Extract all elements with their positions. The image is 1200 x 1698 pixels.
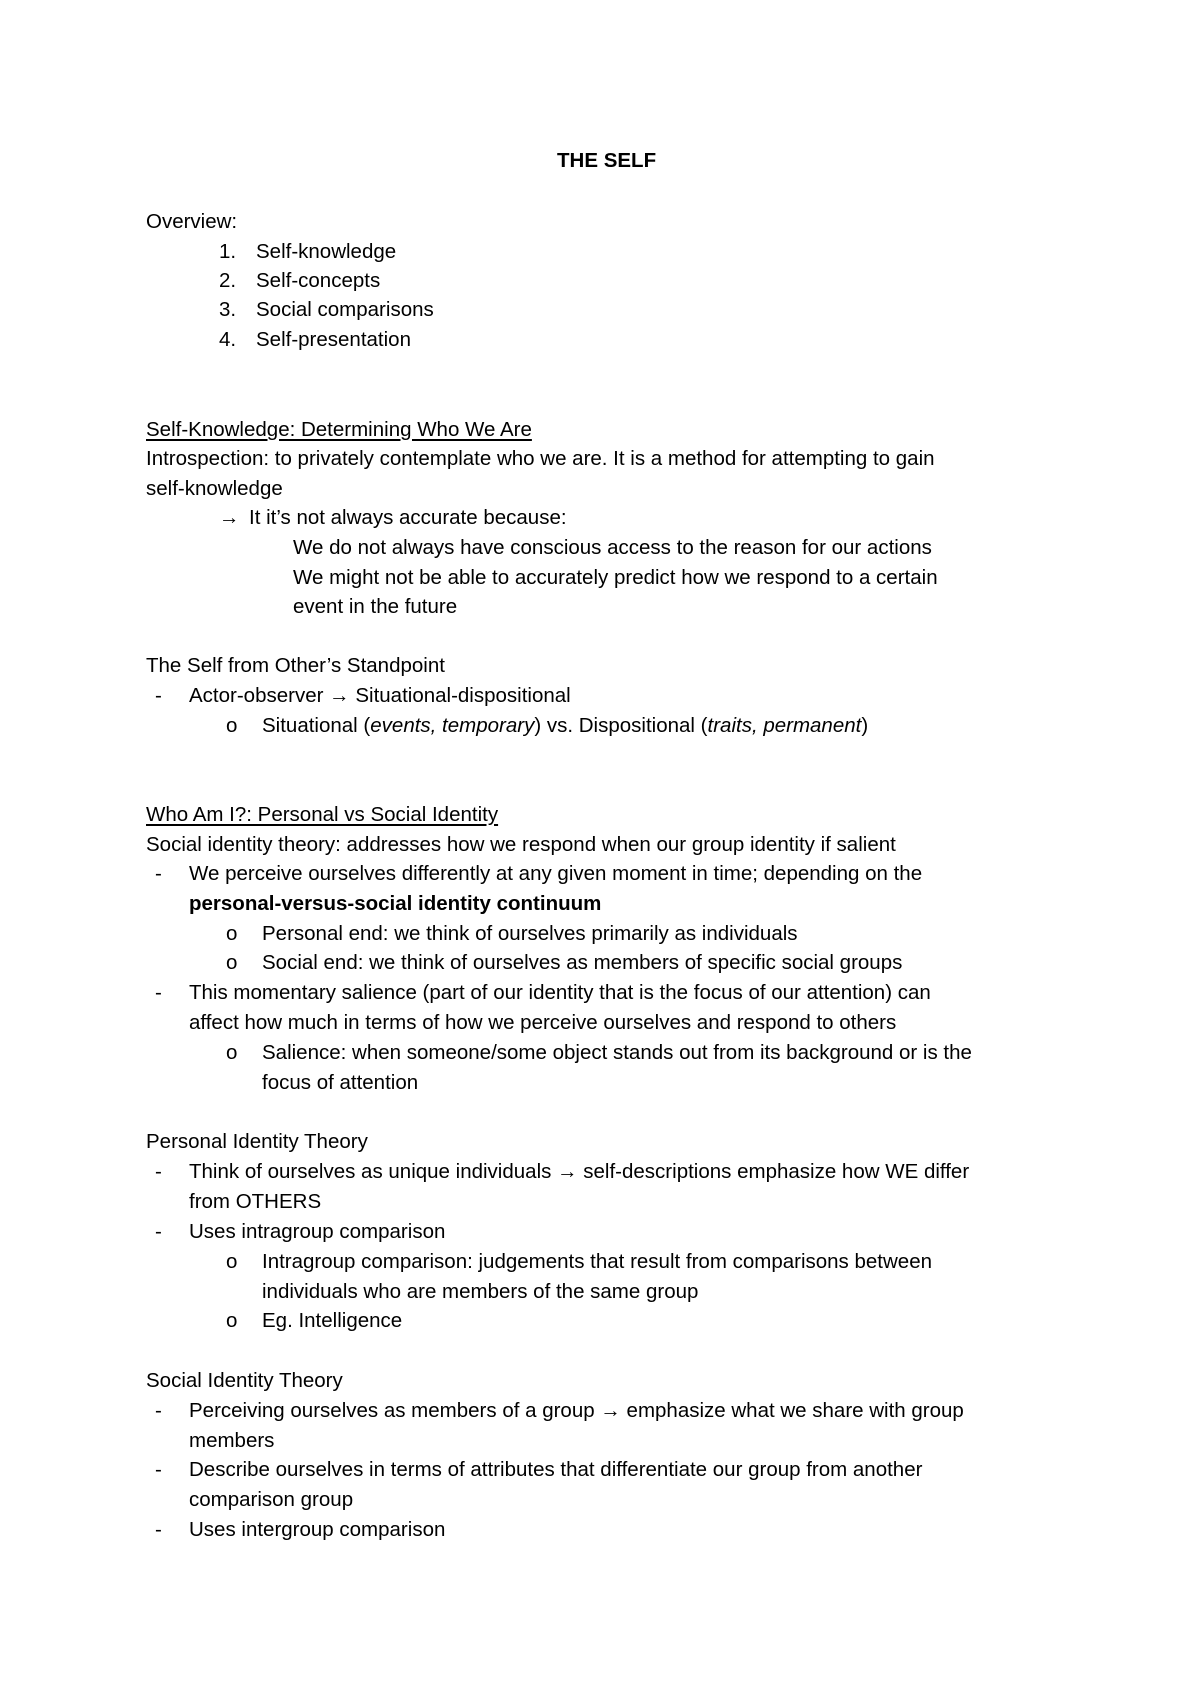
arrow-icon: → (329, 684, 350, 707)
dash-bullet: - (155, 684, 162, 707)
paragraph-line: We do not always have conscious access to the reason for our actions (293, 536, 932, 559)
dash-bullet: - (155, 1399, 162, 1422)
dash-bullet: - (155, 862, 162, 885)
section-heading-social-identity: Social Identity Theory (146, 1369, 343, 1392)
circle-bullet: o (226, 1250, 238, 1273)
circle-bullet: o (226, 714, 238, 737)
dash-bullet: - (155, 981, 162, 1004)
sub-list-item: Intragroup comparison: judgements that result from comparisons between (262, 1250, 933, 1273)
paragraph-line: We might not be able to accurately predict how we respond to a certain (293, 566, 938, 589)
overview-item: Self-concepts (256, 269, 381, 292)
list-item (189, 1401, 964, 1422)
list-item: Uses intragroup comparison (189, 1220, 446, 1243)
list-item (189, 686, 571, 707)
text-run: ) (861, 714, 869, 737)
list-item (189, 1162, 969, 1183)
list-item-text: Think of ourselves as unique individuals (189, 1160, 552, 1183)
circle-bullet: o (226, 1041, 238, 1064)
list-item: members (189, 1429, 275, 1452)
list-item-text: Perceiving ourselves as members of a group (189, 1399, 595, 1422)
section-heading-who-am-i: Who Am I?: Personal vs Social Identity (146, 803, 499, 826)
sub-list-item: individuals who are members of the same group (262, 1280, 699, 1303)
sub-list-item (262, 716, 868, 737)
italic-text: events, temporary (370, 714, 535, 737)
circle-bullet: o (226, 922, 238, 945)
overview-number: 4. (219, 328, 237, 351)
list-item-text: Situational-dispositional (355, 684, 571, 707)
list-item-text: Actor-observer (189, 684, 324, 707)
overview-item: Self-knowledge (256, 240, 397, 263)
text-run: ) vs. Dispositional ( (534, 714, 708, 737)
list-item: comparison group (189, 1488, 354, 1511)
section-heading-personal-identity: Personal Identity Theory (146, 1130, 368, 1153)
section-heading-self-knowledge: Self-Knowledge: Determining Who We Are (146, 418, 532, 441)
paragraph-line: Introspection: to privately contemplate who we are. It is a method for attempting to gain (146, 447, 935, 470)
sub-list-item: Personal end: we think of ourselves primarily as individuals (262, 922, 798, 945)
dash-bullet: - (155, 1220, 162, 1243)
list-item: We perceive ourselves differently at any given moment in time; depending on the (189, 862, 923, 885)
circle-bullet: o (226, 951, 238, 974)
overview-item: Social comparisons (256, 298, 434, 321)
overview-item: Self-presentation (256, 328, 411, 351)
list-item-text: self-descriptions emphasize how WE differ (583, 1160, 970, 1183)
list-item-text: emphasize what we share with group (626, 1399, 964, 1422)
overview-number: 2. (219, 269, 237, 292)
paragraph-line: self-knowledge (146, 477, 283, 500)
arrow-icon: → (219, 506, 240, 529)
section-heading-others-standpoint: The Self from Other’s Standpoint (146, 654, 445, 677)
list-item: Describe ourselves in terms of attributes that differentiate our group from another (189, 1458, 923, 1481)
circle-bullet: o (226, 1309, 238, 1332)
dash-bullet: - (155, 1518, 162, 1541)
overview-heading: Overview: (146, 210, 238, 233)
paragraph-line: Social identity theory: addresses how we respond when our group identity if salient (146, 833, 896, 856)
paragraph-line: It it’s not always accurate because: (249, 506, 567, 529)
sub-list-item: Salience: when someone/some object stands out from its background or is the (262, 1041, 972, 1064)
list-item: from OTHERS (189, 1190, 322, 1213)
list-item: This momentary salience (part of our identity that is the focus of our attention) can (189, 981, 931, 1004)
bold-term: personal-versus-social identity continuum (189, 892, 602, 915)
list-item: affect how much in terms of how we perceive ourselves and respond to others (189, 1011, 897, 1034)
overview-number: 3. (219, 298, 237, 321)
sub-list-item: Eg. Intelligence (262, 1309, 403, 1332)
italic-text: traits, permanent (707, 714, 862, 737)
text-run: Situational ( (262, 714, 371, 737)
dash-bullet: - (155, 1160, 162, 1183)
sub-list-item: Social end: we think of ourselves as members of specific social groups (262, 951, 903, 974)
page-title: THE SELF (557, 149, 657, 172)
overview-number: 1. (219, 240, 237, 263)
sub-list-item: focus of attention (262, 1071, 419, 1094)
list-item: Uses intergroup comparison (189, 1518, 446, 1541)
arrow-icon: → (600, 1399, 621, 1422)
arrow-icon: → (557, 1160, 578, 1183)
dash-bullet: - (155, 1458, 162, 1481)
paragraph-line: event in the future (293, 595, 458, 618)
